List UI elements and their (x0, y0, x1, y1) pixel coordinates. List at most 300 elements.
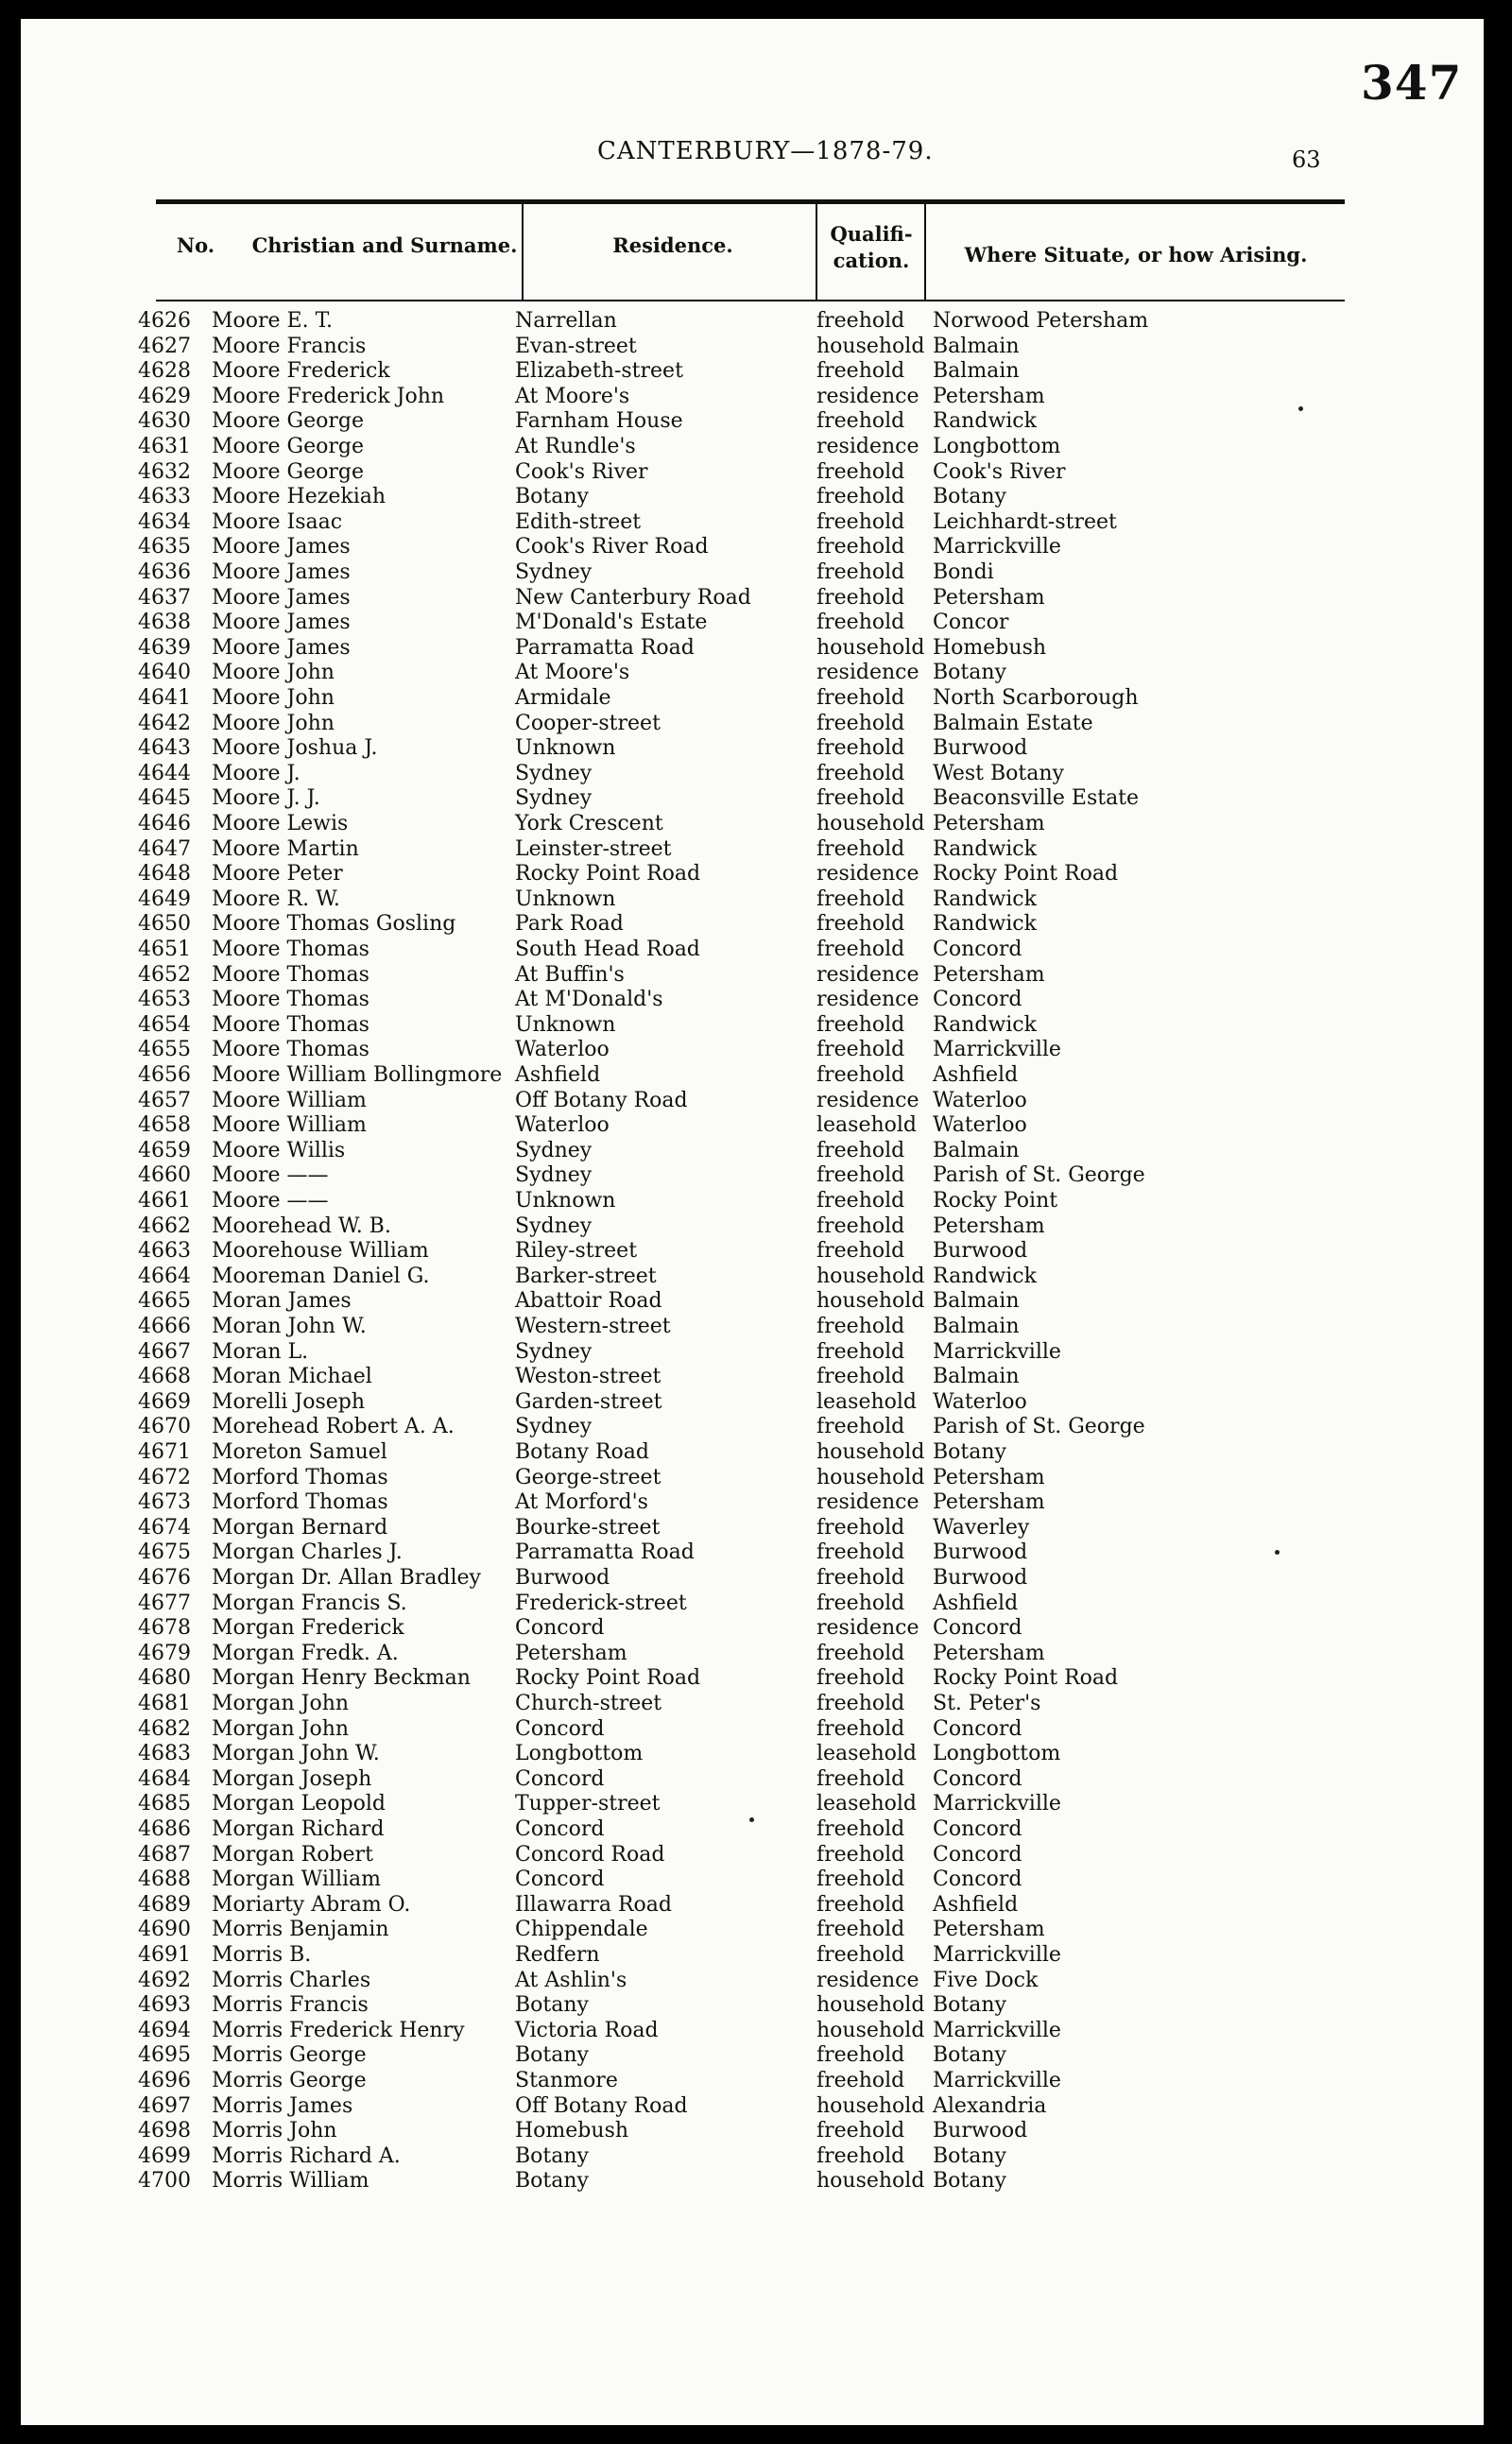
table-row (21, 509, 1484, 535)
table-row (21, 1766, 1484, 1792)
entry-number: 4643 (138, 736, 191, 761)
entry-where: Parish of St. George (933, 1163, 1145, 1188)
entry-name: Moore Thomas Gosling (212, 912, 456, 937)
entry-qualification: residence (816, 1968, 919, 1992)
entry-where: Marrickville (933, 1038, 1061, 1062)
entry-qualification: freehold (816, 1239, 905, 1264)
table-row (21, 610, 1484, 635)
table-row (21, 1389, 1484, 1415)
entry-residence: At Moore's (515, 661, 630, 685)
entry-residence: Illawarra Road (515, 1892, 672, 1917)
entry-qualification: freehold (816, 1315, 905, 1338)
entry-name: Morgan Robert (212, 1842, 373, 1867)
entry-number: 4668 (138, 1365, 191, 1389)
entry-where: Botany (933, 2143, 1006, 2168)
entry-residence: Botany (515, 485, 589, 509)
entry-residence: Petersham (515, 1641, 627, 1665)
entry-residence: Edith-street (515, 509, 642, 534)
entry-residence: Parramatta Road (515, 1540, 695, 1565)
entry-number: 4696 (138, 2069, 191, 2092)
entry-qualification: freehold (816, 1339, 905, 1364)
table-row (21, 811, 1484, 836)
entry-where: Balmain (933, 1289, 1020, 1314)
entry-number: 4637 (138, 585, 191, 610)
entry-residence: Burwood (515, 1566, 610, 1590)
entry-residence: Longbottom (515, 1742, 644, 1766)
entry-where: Balmain (933, 334, 1020, 358)
entry-residence: Cooper-street (515, 711, 661, 735)
entry-where: Rocky Point (933, 1189, 1058, 1213)
entry-where: Petersham (933, 1641, 1045, 1665)
entry-qualification: freehold (816, 786, 905, 811)
entry-qualification: freehold (816, 1842, 905, 1867)
entry-where: Petersham (933, 1465, 1045, 1489)
entry-number: 4646 (138, 812, 191, 835)
entry-name: Moore Francis (212, 334, 367, 358)
entry-residence: Concord (515, 1616, 605, 1641)
table-row (21, 1615, 1484, 1641)
entry-where: Longbottom (933, 435, 1061, 458)
entry-qualification: freehold (816, 509, 905, 534)
table-row (21, 1062, 1484, 1088)
entry-where: Ashfield (933, 1591, 1019, 1615)
entry-residence: York Crescent (515, 812, 663, 835)
entry-where: Petersham (933, 1490, 1045, 1515)
entry-qualification: leasehold (816, 1389, 918, 1414)
entry-residence: Bourke-street (515, 1515, 661, 1540)
entry-where: Balmain Estate (933, 711, 1093, 735)
entry-qualification: freehold (816, 1138, 905, 1162)
entry-qualification: freehold (816, 560, 905, 584)
entry-number: 4653 (138, 988, 191, 1012)
table-row (21, 1439, 1484, 1465)
table-row (21, 408, 1484, 434)
entry-qualification: freehold (816, 1415, 905, 1439)
entry-qualification: freehold (816, 1063, 905, 1087)
entry-qualification: freehold (816, 912, 905, 937)
entry-name: Morris George (212, 2069, 367, 2092)
table-row (21, 1088, 1484, 1113)
entry-residence: Redfern (515, 1943, 600, 1967)
entry-qualification: freehold (816, 1038, 905, 1062)
entry-residence: Narrellan (515, 309, 617, 333)
column-header-qualification: Qualifi-cation. (830, 222, 913, 272)
entry-where: Botany (933, 1993, 1006, 2018)
entry-qualification: household (816, 334, 925, 358)
entry-name: Morgan John (212, 1716, 350, 1741)
table-row (21, 1264, 1484, 1289)
header-top-rule (156, 199, 1345, 204)
entry-residence: Evan-street (515, 334, 637, 358)
table-row (21, 534, 1484, 559)
entry-name: Moore Isaac (212, 509, 343, 534)
table-row (21, 785, 1484, 811)
entry-name: Moore —— (212, 1189, 329, 1213)
entry-qualification: freehold (816, 1566, 905, 1590)
table-row (21, 660, 1484, 685)
entry-residence: At M'Donald's (515, 988, 663, 1012)
entry-number: 4670 (138, 1415, 191, 1439)
table-row (21, 1892, 1484, 1918)
entry-residence: Parramatta Road (515, 635, 695, 660)
entry-name: Morgan William (212, 1867, 381, 1892)
entry-qualification: freehold (816, 2069, 905, 2092)
entry-name: Moore George (212, 459, 365, 484)
entry-residence: Rocky Point Road (515, 1666, 701, 1691)
entry-residence: Off Botany Road (515, 2093, 688, 2118)
entry-where: Marrickville (933, 2018, 1061, 2042)
entry-where: Concord (933, 1766, 1022, 1791)
entry-where: Petersham (933, 1918, 1045, 1942)
entry-where: Marrickville (933, 2069, 1061, 2092)
entry-qualification: residence (816, 862, 919, 886)
entry-residence: Concord (515, 1716, 605, 1741)
entry-residence: Farnham House (515, 409, 683, 434)
entry-qualification: freehold (816, 1591, 905, 1615)
entry-residence: South Head Road (515, 938, 700, 961)
entry-residence: Frederick-street (515, 1591, 687, 1615)
entry-qualification: freehold (816, 1189, 905, 1213)
entry-residence: Botany (515, 2143, 589, 2168)
entry-number: 4629 (138, 384, 191, 408)
entry-name: Moore Joshua J. (212, 736, 378, 761)
entry-residence: Botany (515, 2169, 589, 2194)
entry-where: Concord (933, 1616, 1022, 1641)
table-row (21, 1238, 1484, 1264)
entry-number: 4666 (138, 1315, 191, 1338)
entry-residence: Western-street (515, 1315, 671, 1338)
table-row (21, 861, 1484, 886)
entry-residence: Unknown (515, 1189, 616, 1213)
entry-residence: Sydney (515, 1339, 593, 1364)
entry-name: Morris Benjamin (212, 1918, 389, 1942)
entry-where: Waterloo (933, 1389, 1027, 1414)
table-row (21, 1138, 1484, 1163)
entry-qualification: freehold (816, 2043, 905, 2068)
entry-number: 4655 (138, 1038, 191, 1062)
entry-residence: Chippendale (515, 1918, 648, 1942)
table-row (21, 484, 1484, 509)
table-row (21, 1641, 1484, 1666)
entry-qualification: freehold (816, 938, 905, 961)
entry-name: Moore R. W. (212, 886, 340, 911)
entry-where: Concord (933, 1716, 1022, 1741)
entry-number: 4640 (138, 661, 191, 685)
entry-qualification: residence (816, 384, 919, 408)
page-heading: CANTERBURY—1878-79. (597, 137, 934, 165)
entry-name: Morgan Dr. Allan Bradley (212, 1566, 481, 1590)
entry-number: 4676 (138, 1566, 191, 1590)
entry-qualification: freehold (816, 1817, 905, 1841)
entry-number: 4680 (138, 1666, 191, 1691)
entry-number: 4694 (138, 2018, 191, 2042)
entry-number: 4633 (138, 485, 191, 509)
entry-qualification: household (816, 635, 925, 660)
entry-name: Morford Thomas (212, 1465, 388, 1489)
entry-name: Moore George (212, 435, 365, 458)
entry-number: 4679 (138, 1641, 191, 1665)
entry-name: Moore George (212, 409, 365, 434)
entry-qualification: freehold (816, 1540, 905, 1565)
entry-qualification: freehold (816, 711, 905, 735)
entry-name: Morris William (212, 2169, 369, 2194)
print-speck (1275, 1550, 1280, 1555)
entry-name: Moore William (212, 1088, 367, 1112)
entry-number: 4635 (138, 535, 191, 559)
entry-name: Morgan John (212, 1692, 350, 1715)
table-row (21, 2118, 1484, 2143)
entry-qualification: freehold (816, 1692, 905, 1715)
entry-qualification: freehold (816, 1515, 905, 1540)
entry-where: Rocky Point Road (933, 1666, 1119, 1691)
entry-where: Randwick (933, 886, 1037, 911)
table-row (21, 886, 1484, 912)
table-row (21, 1942, 1484, 1968)
entry-name: Moran John W. (212, 1315, 367, 1338)
entry-name: Moorehead W. B. (212, 1213, 391, 1238)
entry-name: Moran Michael (212, 1365, 372, 1389)
table-row (21, 1842, 1484, 1867)
entry-qualification: household (816, 1993, 925, 2018)
entry-where: Burwood (933, 1566, 1028, 1590)
entry-where: Botany (933, 1440, 1006, 1464)
entry-number: 4648 (138, 862, 191, 886)
entry-number: 4661 (138, 1189, 191, 1213)
entry-name: Moore J. J. (212, 786, 320, 811)
entry-name: Morris John (212, 2119, 337, 2143)
entry-residence: Ashfield (515, 1063, 601, 1087)
entry-qualification: household (816, 1440, 925, 1464)
entry-where: Randwick (933, 836, 1037, 861)
table-row (21, 1968, 1484, 1993)
entry-residence: Unknown (515, 886, 616, 911)
entry-number: 4647 (138, 836, 191, 861)
entry-name: Moore Thomas (212, 1012, 369, 1037)
table-row (21, 1716, 1484, 1742)
entry-residence: Rocky Point Road (515, 862, 701, 886)
table-row (21, 2018, 1484, 2043)
entry-number: 4700 (138, 2169, 191, 2194)
entry-residence: Sydney (515, 1163, 593, 1188)
entry-number: 4626 (138, 309, 191, 333)
entry-number: 4664 (138, 1264, 191, 1288)
entry-name: Moore John (212, 711, 335, 735)
entry-name: Moore John (212, 686, 335, 710)
table-row (21, 937, 1484, 962)
entry-where: Randwick (933, 409, 1037, 434)
entry-where: Burwood (933, 736, 1028, 761)
entry-where: Concord (933, 938, 1022, 961)
entry-qualification: freehold (816, 1213, 905, 1238)
entry-where: Longbottom (933, 1742, 1061, 1766)
entry-name: Moran L. (212, 1339, 309, 1364)
entry-number: 4693 (138, 1993, 191, 2018)
entry-name: Moore Hezekiah (212, 485, 387, 509)
entry-number: 4683 (138, 1742, 191, 1766)
entry-where: Randwick (933, 1264, 1037, 1288)
entry-residence: Barker-street (515, 1264, 657, 1288)
entry-name: Moore Willis (212, 1138, 346, 1162)
entry-qualification: freehold (816, 309, 905, 333)
table-row (21, 685, 1484, 711)
entry-qualification: freehold (816, 1918, 905, 1942)
entry-qualification: residence (816, 988, 919, 1012)
print-speck (749, 1817, 754, 1822)
entry-qualification: freehold (816, 611, 905, 635)
table-row (21, 1741, 1484, 1766)
table-row (21, 1992, 1484, 2018)
table-row (21, 962, 1484, 988)
entry-name: Morgan Richard (212, 1817, 385, 1841)
entry-qualification: residence (816, 1490, 919, 1515)
table-row (21, 585, 1484, 611)
entry-qualification: freehold (816, 459, 905, 484)
entry-number: 4689 (138, 1892, 191, 1917)
entry-where: Petersham (933, 962, 1045, 987)
entry-residence: Garden-street (515, 1389, 662, 1414)
entry-where: Balmain (933, 359, 1020, 384)
entry-name: Morgan Fredk. A. (212, 1641, 399, 1665)
table-row (21, 2042, 1484, 2068)
entry-number: 4630 (138, 409, 191, 434)
table-row (21, 308, 1484, 334)
entry-number: 4684 (138, 1766, 191, 1791)
entry-qualification: household (816, 1465, 925, 1489)
entry-qualification: freehold (816, 1716, 905, 1741)
entry-qualification: freehold (816, 2143, 905, 2168)
entry-residence: Sydney (515, 786, 593, 811)
entry-name: Moore —— (212, 1163, 329, 1188)
entry-where: Waverley (933, 1515, 1030, 1540)
column-header-where: Where Situate, or how Arising. (964, 243, 1308, 267)
entry-number: 4675 (138, 1540, 191, 1565)
entry-where: Concor (933, 611, 1009, 635)
header-bottom-rule (156, 300, 1345, 301)
entry-where: North Scarborough (933, 686, 1139, 710)
table-row (21, 1665, 1484, 1691)
entry-where: Parish of St. George (933, 1415, 1145, 1439)
entry-name: Moore Thomas (212, 938, 369, 961)
entry-number: 4663 (138, 1239, 191, 1264)
entry-residence: Sydney (515, 1138, 593, 1162)
entry-name: Moore E. T. (212, 309, 334, 333)
entry-number: 4639 (138, 635, 191, 660)
entry-number: 4690 (138, 1918, 191, 1942)
entry-name: Moore James (212, 635, 351, 660)
entry-name: Moore James (212, 611, 351, 635)
entry-number: 4651 (138, 938, 191, 961)
entry-name: Moore Peter (212, 862, 343, 886)
entry-residence: Botany (515, 1993, 589, 2018)
entry-name: Morris Charles (212, 1968, 371, 1992)
entry-number: 4685 (138, 1792, 191, 1816)
entry-where: Burwood (933, 1540, 1028, 1565)
entry-name: Moorehouse William (212, 1239, 429, 1264)
entry-qualification: freehold (816, 736, 905, 761)
column-header-residence: Residence. (612, 233, 733, 257)
entry-where: Ashfield (933, 1063, 1019, 1087)
entry-number: 4677 (138, 1591, 191, 1615)
entry-residence: Riley-street (515, 1239, 638, 1264)
entry-number: 4636 (138, 560, 191, 584)
entry-where: Alexandria (933, 2093, 1047, 2118)
entry-residence: New Canterbury Road (515, 585, 751, 610)
entry-qualification: freehold (816, 1163, 905, 1188)
table-row (21, 1917, 1484, 1942)
entry-name: Morehead Robert A. A. (212, 1415, 455, 1439)
entry-where: Marrickville (933, 1943, 1061, 1967)
table-row (21, 2093, 1484, 2119)
entry-residence: At Morford's (515, 1490, 648, 1515)
entry-where: West Botany (933, 761, 1064, 785)
entry-residence: Sydney (515, 560, 593, 584)
table-row (21, 735, 1484, 761)
entry-residence: Tupper-street (515, 1792, 661, 1816)
entry-number: 4645 (138, 786, 191, 811)
entry-where: Concord (933, 1842, 1022, 1867)
table-row (21, 1465, 1484, 1490)
entry-number: 4660 (138, 1163, 191, 1188)
entry-qualification: household (816, 2093, 925, 2118)
entry-where: Marrickville (933, 1792, 1061, 1816)
entry-name: Morris James (212, 2093, 353, 2118)
entry-qualification: freehold (816, 1641, 905, 1665)
entry-where: Balmain (933, 1365, 1020, 1389)
entry-qualification: leasehold (816, 1113, 918, 1138)
entry-where: Concord (933, 1867, 1022, 1892)
table-row (21, 1791, 1484, 1816)
entry-qualification: freehold (816, 1892, 905, 1917)
entry-where: Homebush (933, 635, 1047, 660)
entry-number: 4638 (138, 611, 191, 635)
entry-qualification: freehold (816, 1365, 905, 1389)
entry-where: Cook's River (933, 459, 1066, 484)
table-row (21, 1591, 1484, 1616)
entry-residence: Concord (515, 1766, 605, 1791)
entry-qualification: freehold (816, 686, 905, 710)
entry-residence: Concord Road (515, 1842, 665, 1867)
table-row (21, 1540, 1484, 1565)
entry-number: 4672 (138, 1465, 191, 1489)
entry-qualification: freehold (816, 585, 905, 610)
entry-where: Petersham (933, 812, 1045, 835)
entry-where: Leichhardt-street (933, 509, 1117, 534)
entry-name: Morgan Frederick (212, 1616, 404, 1641)
entry-qualification: household (816, 1289, 925, 1314)
entry-qualification: freehold (816, 535, 905, 559)
entry-where: Waterloo (933, 1088, 1027, 1112)
entry-where: Concord (933, 1817, 1022, 1841)
entry-qualification: freehold (816, 359, 905, 384)
entry-residence: At Ashlin's (515, 1968, 627, 1992)
table-row (21, 1162, 1484, 1188)
entry-number: 4649 (138, 886, 191, 911)
entry-where: Randwick (933, 1012, 1037, 1037)
entry-name: Moore Thomas (212, 988, 369, 1012)
entry-qualification: freehold (816, 1766, 905, 1791)
entry-qualification: freehold (816, 1012, 905, 1037)
entry-name: Morris Richard A. (212, 2143, 401, 2168)
entry-qualification: freehold (816, 485, 905, 509)
table-row (21, 384, 1484, 409)
table-row (21, 711, 1484, 736)
entry-number: 4699 (138, 2143, 191, 2168)
table-row (21, 459, 1484, 485)
entry-where: Balmain (933, 1138, 1020, 1162)
entry-residence: George-street (515, 1465, 662, 1489)
entry-qualification: residence (816, 962, 919, 987)
entry-number: 4642 (138, 711, 191, 735)
